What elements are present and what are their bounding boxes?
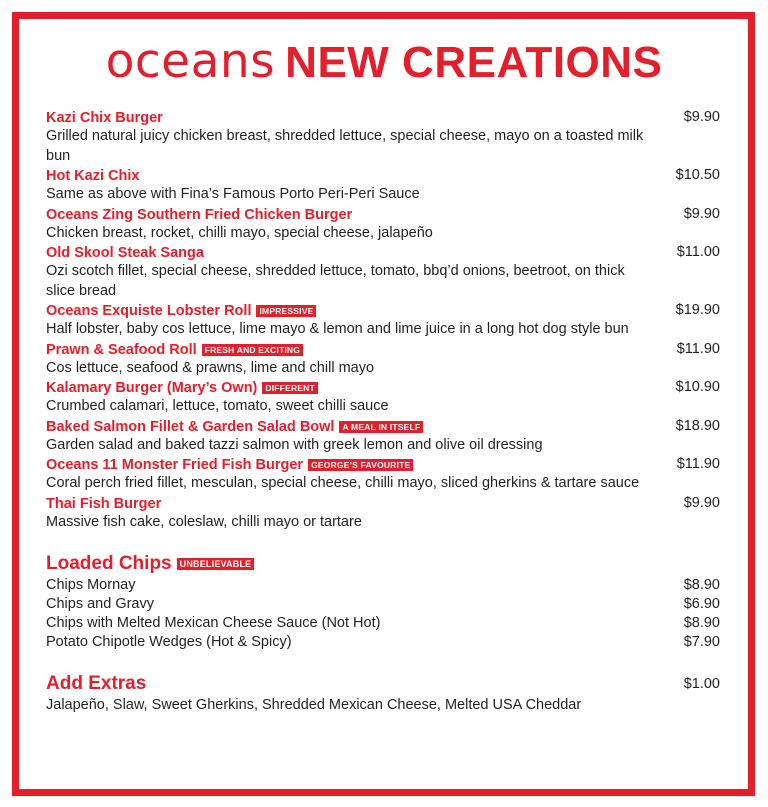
menu-item — [46, 301, 720, 340]
menu-item-name: Kalamary Burger (Mary’s Own) — [46, 380, 258, 396]
loaded-chips-price: $8.90 — [683, 615, 720, 631]
menu-item-description: Massive fish cake, coleslaw, chilli mayo or tartare — [46, 513, 362, 530]
menu-item-price: $18.90 — [675, 417, 720, 434]
loaded-chips-price: $6.90 — [683, 596, 720, 612]
menu-item-description: Half lobster, baby cos lettuce, lime mayo & lemon and lime juice in a long hot dog style bun — [46, 321, 629, 337]
menu-item-name: Prawn & Seafood Roll — [46, 341, 197, 358]
menu-item-header — [46, 205, 720, 224]
section-title: Loaded Chips — [46, 553, 172, 574]
menu-item — [46, 494, 720, 533]
menu-item-name: Hot Kazi Chix — [46, 168, 140, 184]
loaded-chips-name: Potato Chipotle Wedges (Hot & Spicy) — [46, 634, 292, 650]
loaded-chips-name: Chips with Melted Mexican Cheese Sauce (Not Hot) — [46, 615, 381, 631]
menu-item-header — [46, 417, 720, 436]
menu-item — [46, 455, 720, 494]
burger-items — [46, 108, 720, 532]
loaded-chips-row — [46, 633, 720, 652]
menu-item-name: Old Skool Steak Sanga — [46, 245, 204, 261]
menu-item-description: Cos lettuce, seafood & prawns, lime and chill mayo — [46, 359, 375, 376]
menu-item-header — [46, 243, 720, 262]
menu-item-header — [46, 494, 720, 513]
menu-item-header — [46, 340, 720, 359]
extras-description: Jalapeño, Slaw, Sweet Gherkins, Shredded Mexican Cheese, Melted USA Cheddar — [46, 697, 582, 713]
menu-item-name: Kazi Chix Burger — [46, 110, 163, 126]
section-title: Add Extras — [46, 673, 147, 694]
menu-item-price: $10.90 — [675, 379, 720, 395]
menu-item — [46, 205, 720, 244]
menu-item — [46, 108, 720, 166]
menu-item-price: $9.90 — [683, 494, 720, 511]
loaded-chips-row — [46, 576, 720, 595]
menu-title — [0, 34, 768, 89]
menu-item-description: Coral perch fried fillet, mesculan, special cheese, chilli mayo, sliced gherkins & tartare sauce — [46, 475, 640, 491]
menu-item-tag: FRESH AND EXCITING — [202, 344, 303, 356]
menu-item-price: $10.50 — [675, 167, 720, 183]
extras-header — [46, 672, 720, 696]
menu-item-header — [46, 301, 720, 320]
menu-item-description: Grilled natural juicy chicken breast, shredded lettuce, special cheese, mayo on a toasted milk bun — [46, 128, 644, 164]
menu-item-tag: IMPRESSIVE — [256, 305, 316, 317]
menu-item-name: Thai Fish Burger — [46, 495, 162, 512]
menu-item — [46, 166, 720, 205]
loaded-chips-row — [46, 595, 720, 614]
loaded-chips-name: Chips Mornay — [46, 577, 136, 593]
menu-item — [46, 378, 720, 417]
menu-list — [46, 108, 720, 715]
extras-price: $1.00 — [683, 676, 720, 692]
loaded-chips-row — [46, 614, 720, 633]
loaded-chips-price: $8.90 — [683, 577, 720, 593]
menu-item-price: $9.90 — [683, 205, 720, 222]
menu-item — [46, 243, 720, 301]
menu-item-header — [46, 378, 720, 397]
brand-logo-text: oceans — [105, 34, 276, 89]
menu-item-name: Oceans Zing Southern Fried Chicken Burger — [46, 206, 353, 223]
loaded-chips-list — [46, 576, 720, 652]
menu-item-name: Baked Salmon Fillet & Garden Salad Bowl — [46, 418, 335, 435]
menu-item-description: Ozi scotch fillet, special cheese, shredded lettuce, tomato, bbq’d onions, beetroot, on thick slice bread — [46, 263, 625, 299]
menu-item-header — [46, 166, 720, 185]
menu-item-price: $11.00 — [676, 244, 720, 260]
section-tag: UNBELIEVABLE — [177, 558, 255, 570]
menu-item-header — [46, 108, 720, 127]
menu-item-tag: A MEAL IN ITSELF — [339, 421, 423, 433]
menu-item — [46, 340, 720, 379]
loaded-chips-name: Chips and Gravy — [46, 596, 154, 612]
menu-item-tag: DIFFERENT — [262, 382, 318, 394]
menu-item-description: Crumbed calamari, lettuce, tomato, sweet chilli sauce — [46, 398, 389, 414]
menu-item-description: Same as above with Fina’s Famous Porto Peri-Peri Sauce — [46, 186, 420, 202]
menu-item-header — [46, 455, 720, 474]
loaded-chips-price: $7.90 — [683, 634, 720, 650]
menu-item — [46, 417, 720, 456]
menu-item-price: $11.90 — [676, 456, 720, 472]
menu-item-name: Oceans Exquiste Lobster Roll — [46, 303, 252, 319]
menu-item-price: $11.90 — [676, 340, 720, 357]
loaded-chips-section — [46, 552, 720, 652]
headline: NEW CREATIONS — [285, 38, 663, 87]
loaded-chips-header — [46, 552, 720, 576]
extras-section — [46, 672, 720, 715]
menu-item-description: Chicken breast, rocket, chilli mayo, special cheese, jalapeño — [46, 224, 433, 241]
menu-item-price: $9.90 — [683, 109, 720, 125]
menu-item-tag: GEORGE’S FAVOURITE — [308, 459, 413, 471]
menu-item-name: Oceans 11 Monster Fried Fish Burger — [46, 457, 304, 473]
menu-item-description: Garden salad and baked tazzi salmon with greek lemon and olive oil dressing — [46, 436, 543, 453]
menu-item-price: $19.90 — [675, 302, 720, 318]
